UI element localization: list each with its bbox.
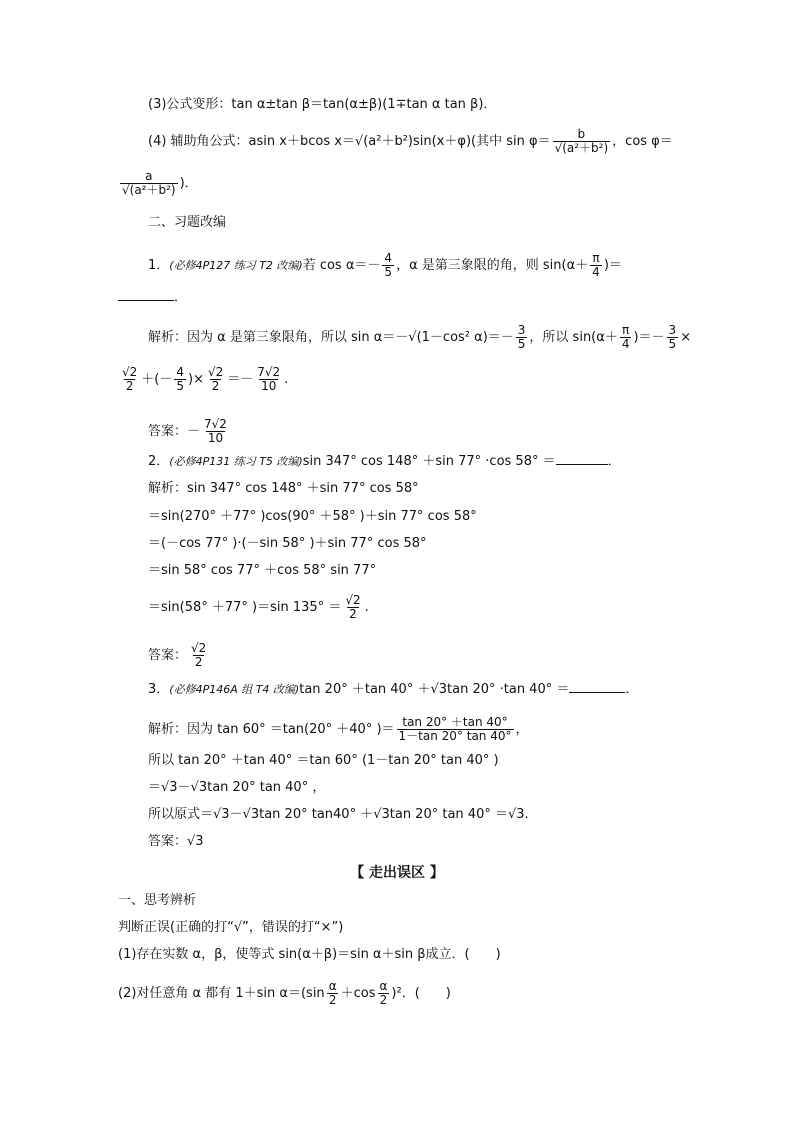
solution-1: 解析：因为 α 是第三象限角，所以 sin α＝－√(1－cos² α)＝－ $\frac{3}{5}$ ，所以 sin(α＋ $\frac{\pi}{4}$ )＝－ $\frac{3}{5}$ × <box>148 323 692 351</box>
fraction: $\frac{√2}{2}$ <box>207 365 224 393</box>
fraction: $\frac{3}{5}$ <box>517 323 526 351</box>
fraction: $\frac{√2}{2}$ <box>345 593 361 621</box>
question-2: 2．(必修4P131 练习 T5 改编)sin 347° cos 148° ＋sin 77° ·cos 58° ＝ ． <box>148 454 621 469</box>
judge-item-1: (1)存在实数 α，β，使等式 sin(α＋β)＝sin α＋sin β成立．( ) <box>118 947 501 962</box>
answer-1: 答案：－ $\frac{7√2}{10}$ <box>148 417 227 445</box>
fraction: $\frac{a}{\text{√(a²＋b²)}}$ <box>122 169 176 197</box>
judge-instruction: 判断正误(正确的打“√”，错误的打“×”) <box>118 920 344 935</box>
answer-blank[interactable] <box>569 680 625 693</box>
fraction: $\frac{4}{5}$ <box>384 251 393 279</box>
fraction: $\frac{4}{5}$ <box>176 365 184 393</box>
fraction: $\frac{b}{\text{√(a²＋b²)}}$ <box>554 127 609 155</box>
solution-1-continued: $\frac{√2}{2}$ ＋(－ $\frac{4}{5}$ )× $\frac{√2}{2}$ ＝－ $\frac{7√2}{10}$ . <box>122 365 289 393</box>
solution-3-line-2: 所以 tan 20° ＋tan 40° ＝tan 60° (1－tan 20° tan 40° ) <box>148 753 499 768</box>
fraction: $\frac{\alpha}{2}$ <box>328 979 337 1007</box>
solution-3-line-4: 所以原式＝√3－√3tan 20° tan40° ＋√3tan 20° tan 40° ＝√3. <box>148 807 529 822</box>
judge-item-2: (2)对任意角 α 都有 1＋sin α＝(sin $\frac{\alpha}{2}$ ＋cos $\frac{\alpha}{2}$ )²．( ) <box>118 979 451 1007</box>
section-title: 【 走出误区 】 <box>350 865 444 881</box>
solution-2-line-2: ＝sin(270° ＋77° )cos(90° ＋58° )＋sin 77° cos 58° <box>148 509 477 524</box>
fraction: $\frac{7√2}{10}$ <box>204 417 227 445</box>
question-3: 3．(必修4P146A 组 T4 改编)tan 20° ＋tan 40° ＋√3tan 20° ·tan 40° ＝ ． <box>148 682 639 697</box>
formula-transform-line: (3)公式变形：tan α±tan β＝tan(α±β)(1∓tan α tan β)． <box>148 97 497 112</box>
fraction: $\frac{\pi}{4}$ <box>592 251 600 279</box>
auxiliary-angle-line-2: $\frac{a}{\text{√(a²＋b²)}}$ )． <box>122 169 198 197</box>
solution-2-line-4: ＝sin 58° cos 77° ＋cos 58° sin 77° <box>148 563 377 578</box>
solution-2-line-1: 解析：sin 347° cos 148° ＋sin 77° cos 58° <box>148 481 419 496</box>
section-heading: 二、习题改编 <box>148 215 227 230</box>
solution-3-line-1: 解析：因为 tan 60° ＝tan(20° ＋40° )＝ $\frac{\tan 20^\circ +\tan 40^\circ}{1-\tan 20^\circ \tan 40^\circ}$ ， <box>148 715 529 743</box>
fraction: $\frac{\alpha}{2}$ <box>379 979 388 1007</box>
solution-2-line-3: ＝(－cos 77° )·(－sin 58° )＋sin 77° cos 58° <box>148 536 427 551</box>
fraction: $\frac{√2}{2}$ <box>191 641 207 669</box>
fraction: $\frac{\tan 20^\circ +\tan 40^\circ}{1-\tan 20^\circ \tan 40^\circ}$ <box>398 715 512 743</box>
solution-3-line-3: ＝√3－√3tan 20° tan 40° ， <box>148 780 326 795</box>
answer-3: 答案：√3 <box>148 834 204 849</box>
question-1: 1．(必修4P127 练习 T2 改编)若 cos α＝－ $\frac{4}{5}$ ，α 是第三象限的角，则 sin(α＋ $\frac{\pi}{4}$ )＝ <box>148 251 622 279</box>
answer-blank-line: ． <box>118 288 187 307</box>
fraction: $\frac{7√2}{10}$ <box>257 365 281 393</box>
auxiliary-angle-line: (4) 辅助角公式：asin x＋bcos x＝√(a²＋b²)sin(x＋φ)(其中 sin φ＝ $\frac{b}{\text{√(a²＋b²)}}$ ，cos φ＝ <box>148 127 673 155</box>
fraction: $\frac{3}{5}$ <box>668 323 677 351</box>
fraction: $\frac{√2}{2}$ <box>122 365 138 393</box>
answer-2: 答案： $\frac{√2}{2}$ <box>148 641 207 669</box>
solution-2-line-5: ＝sin(58° ＋77° )＝sin 135° ＝ $\frac{√2}{2}$ . <box>148 593 369 621</box>
answer-blank[interactable] <box>118 288 174 301</box>
subsection-heading: 一、思考辨析 <box>118 893 197 908</box>
answer-blank[interactable] <box>556 452 608 465</box>
fraction: $\frac{\pi}{4}$ <box>621 323 630 351</box>
